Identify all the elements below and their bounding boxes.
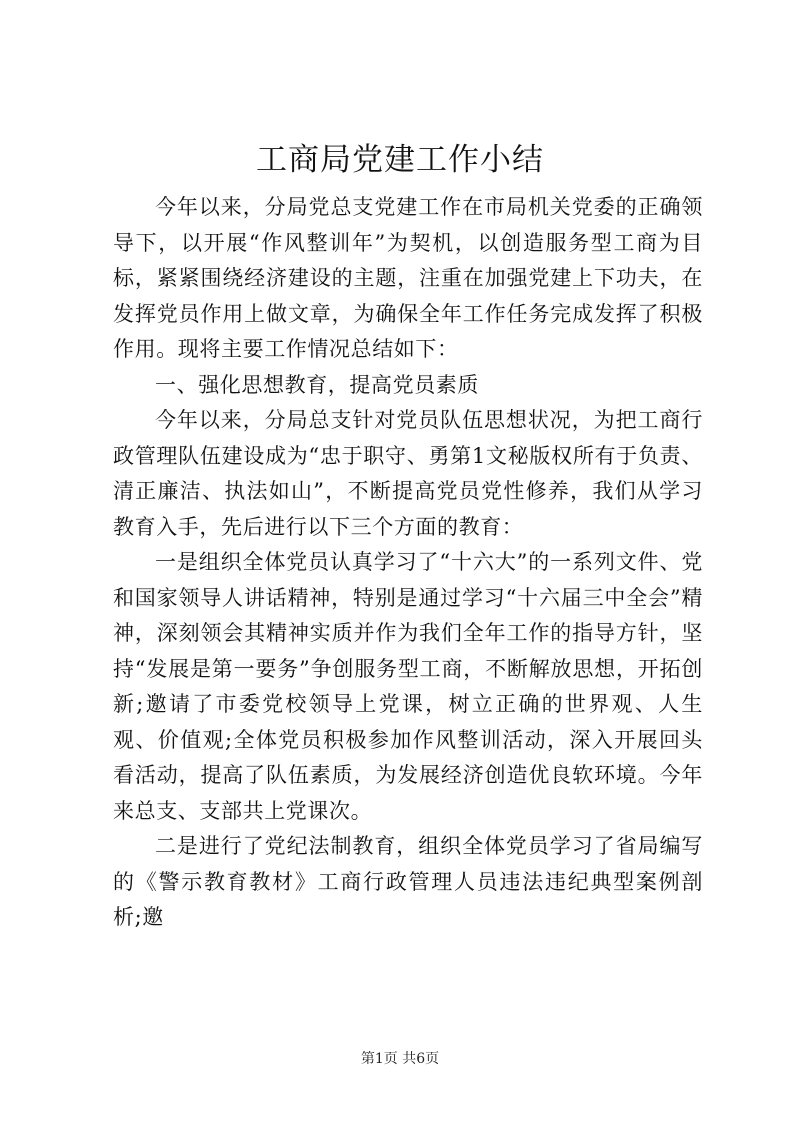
paragraph-item-1: 一是组织全体党员认真学习了“十六大”的一系列文件、党和国家领导人讲话精神，特别是通过学习“十六届三中全会”精神，深刻领会其精神实质并作为我们全年工作的指导方针，坚持“发展是第一要务”争创服务型工商，不断解放思想，开拓创新;邀请了市委党校领导上党课，树立正确的世界观、人生观、价值观;全体党员积极参加作风整训活动，深入开展回头看活动，提高了队伍素质，为发展经济创造优良软环境。今年来总支、支部共上党课次。 xyxy=(113,550,703,823)
section-heading-1: 一、强化思想教育，提高党员素质 xyxy=(155,372,479,397)
paragraph-section-1: 今年以来，分局总支针对党员队伍思想状况，为把工商行政管理队伍建设成为“忠于职守、勇第1文秘版权所有于负责、清正廉洁、执法如山”，不断提高党员党性修养，我们从学习教育入手，先后进行以下三个方面的教育： xyxy=(113,408,703,539)
document-body xyxy=(113,190,703,936)
paragraph-item-2: 二是进行了党纪法制教育，组织全体党员学习了省局编写的《警示教育教材》工商行政管理人员违法违纪典型案例剖析;邀 xyxy=(113,834,703,929)
document-title: 工商局党建工作小结 xyxy=(256,142,544,178)
paragraph-intro: 今年以来，分局党总支党建工作在市局机关党委的正确领导下，以开展“作风整训年”为契机，以创造服务型工商为目标，紧紧围绕经济建设的主题，注重在加强党建上下功夫，在发挥党员作用上做文章，为确保全年工作任务完成发挥了积极作用。现将主要工作情况总结如下： xyxy=(113,195,703,361)
page-footer: 第1页 共6页 xyxy=(360,1051,440,1067)
